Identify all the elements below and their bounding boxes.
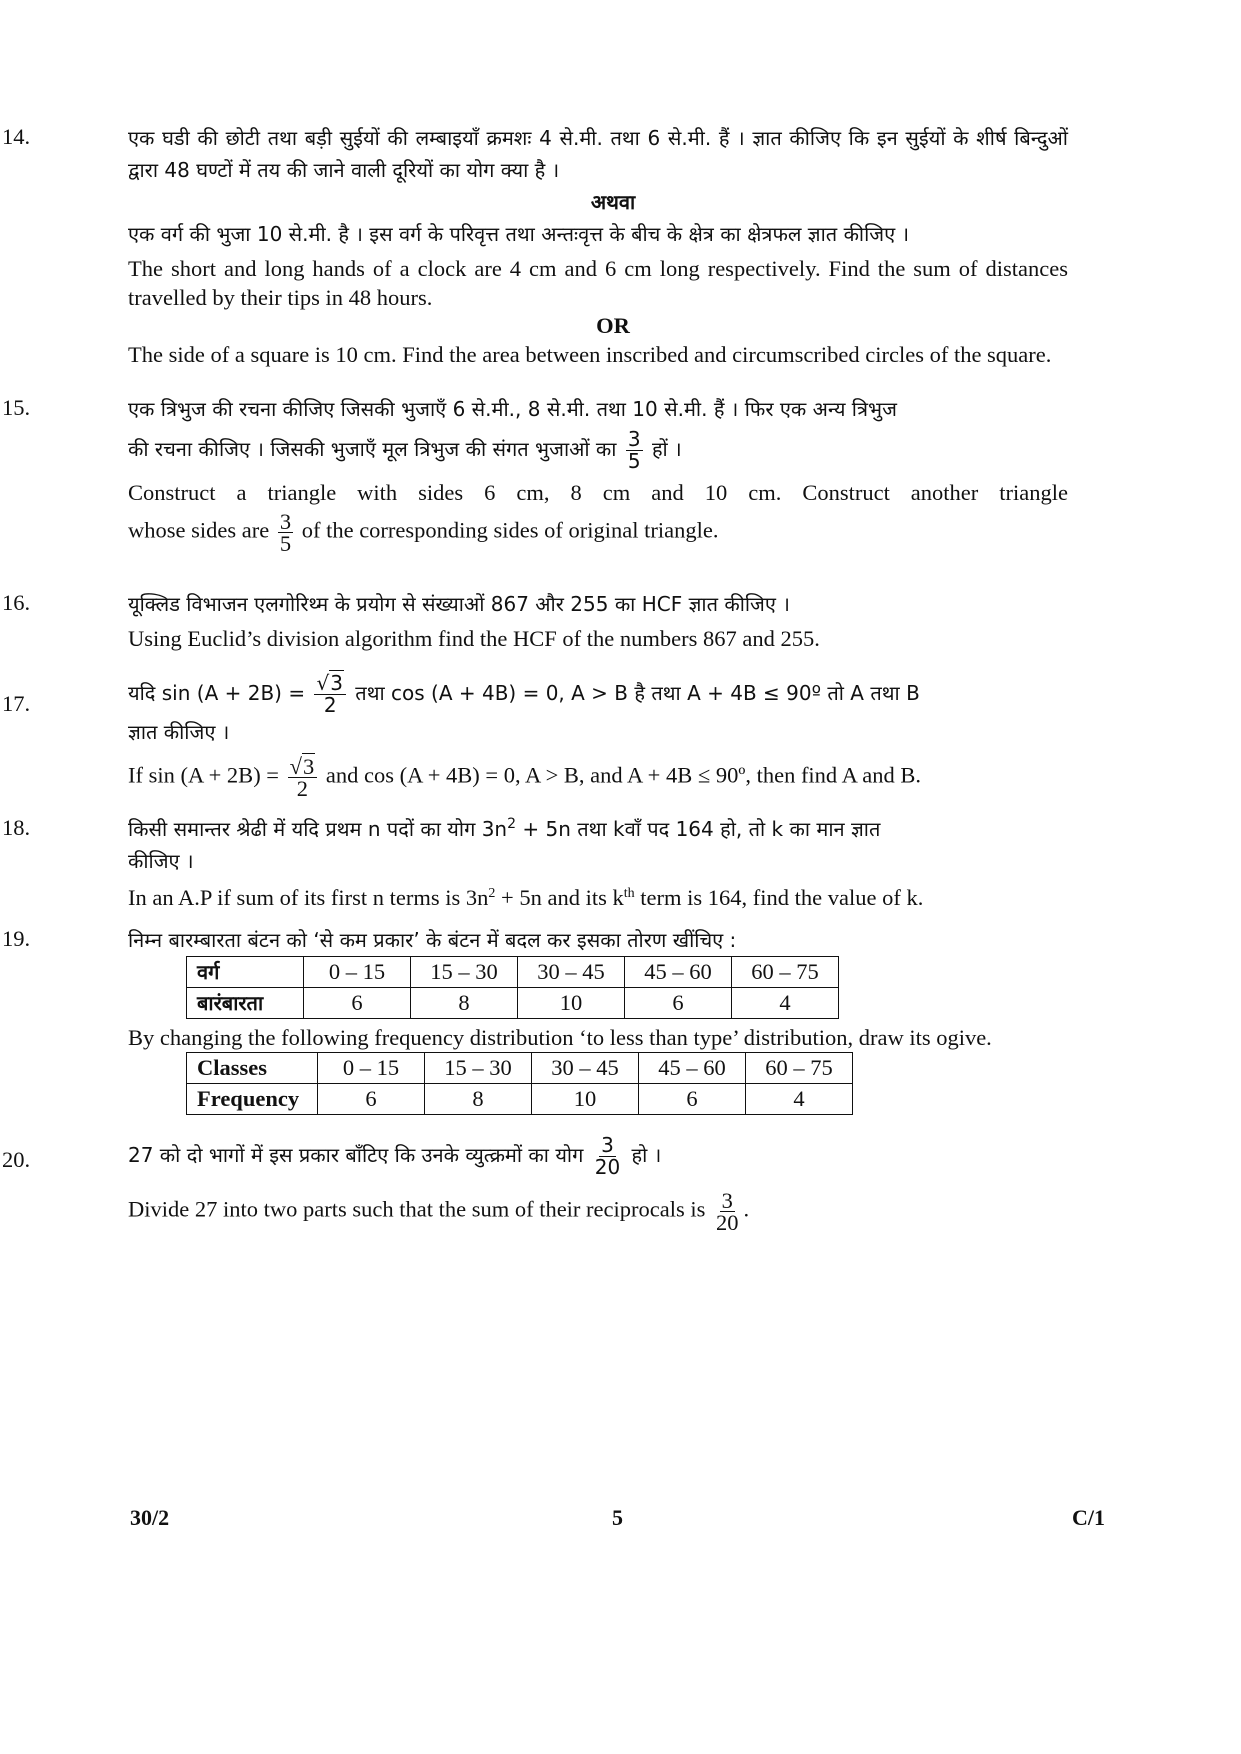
question-text-hindi: निम्न बारम्बारता बंटन को ‘से कम प्रकार’ के बंटन में बदल कर इसका तोरण खींचिए : [128, 928, 737, 952]
table-cell: 15 – 30 [425, 1053, 532, 1084]
question-number: 16. [2, 590, 31, 615]
question-text-english: Divide 27 into two parts such that the sum of their reciprocals is $\frac{3}{20}$ . [128, 1188, 750, 1235]
fraction-three-twentieths: $\frac{3}{20}$ [716, 1188, 739, 1235]
question-19 [2, 924, 1068, 1115]
table-cell: 6 [639, 1084, 746, 1115]
page-number: 5 [612, 1505, 623, 1530]
fraction-three-twentieths: $\frac{3}{20}$ [594, 1133, 621, 1179]
question-17 [2, 671, 1068, 801]
question-text-english: In an A.P if sum of its first n terms is $3n^2 + 5n$ and its $k^{th}$ term is 164, find the value of k. [128, 885, 924, 910]
or-separator-hindi: अथवा [590, 190, 636, 214]
question-text-hindi-line2: की रचना कीजिए । जिसकी भुजाएँ मूल त्रिभुज की संगत भुजाओं का $\frac{3}{5}$ हों । [128, 427, 682, 473]
question-20 [2, 1133, 1068, 1235]
question-16 [2, 588, 1068, 653]
question-text-english: By changing the following frequency distribution ‘to less than type’ distribution, draw its ogive. [128, 1025, 992, 1050]
fraction-root3-over-2: $\frac{√3}{2}$ [288, 756, 318, 799]
question-text-hindi: एक त्रिभुज की रचना कीजिए जिसकी भुजाएँ 6 से.मी., 8 से.मी. तथा 10 से.मी. हैं । फिर एक अन्य त्रिभुज [128, 397, 897, 421]
question-number: 14. [2, 124, 31, 149]
table-header: वर्ग [187, 957, 304, 988]
table-header: बारंबारता [187, 988, 304, 1019]
question-number: 15. [2, 395, 31, 420]
table-header: Frequency [187, 1084, 318, 1115]
question-number: 20. [2, 1147, 31, 1172]
square-root: √3 [316, 671, 343, 695]
question-text-english-line2: whose sides are $\frac{3}{5}$ of the corresponding sides of original triangle. [128, 509, 719, 556]
question-text-hindi: किसी समान्तर श्रेढी में यदि प्रथम n पदों का योग $3n^2 + 5n$ तथा kवाँ पद 164 हो, तो k का मान ज्ञात [128, 816, 881, 841]
frequency-table-english [186, 1052, 853, 1115]
table-cell: 60 – 75 [732, 957, 839, 988]
table-cell: 4 [732, 988, 839, 1019]
table-row [187, 957, 839, 988]
question-text-english: The short and long hands of a clock are 4 cm and 6 cm long respectively. Find the sum of distances travelled by their tips in 48 hours. [128, 256, 1068, 310]
table-cell: 30 – 45 [532, 1053, 639, 1084]
fraction-root3-over-2: $\frac{√3}{2}$ [314, 673, 345, 716]
table-row [187, 1053, 853, 1084]
table-cell: 10 [532, 1084, 639, 1115]
table-cell: 45 – 60 [625, 957, 732, 988]
table-row [187, 1084, 853, 1115]
paper-code: 30/2 [130, 1505, 170, 1530]
table-cell: 6 [304, 988, 411, 1019]
question-15 [2, 393, 1068, 556]
set-code: C/1 [1072, 1505, 1105, 1530]
question-text-english-alt: The side of a square is 10 cm. Find the area between inscribed and circumscribed circles of the square. [128, 342, 1052, 367]
table-cell: 4 [746, 1084, 853, 1115]
question-text-hindi-alt: एक वर्ग की भुजा 10 से.मी. है । इस वर्ग के परिवृत्त तथा अन्तःवृत्त के बीच के क्षेत्र का क्षेत्रफल ज्ञात कीजिए । [128, 222, 910, 246]
question-text-hindi: यूक्लिड विभाजन एलगोरिथ्म के प्रयोग से संख्याओं 867 और 255 का HCF ज्ञात कीजिए । [128, 592, 790, 616]
frequency-table-hindi [186, 956, 839, 1019]
table-cell: 8 [425, 1084, 532, 1115]
question-text-hindi: यदि sin (A + 2B) = $\frac{√3}{2}$ तथा cos (A + 4B) = 0, A > B है तथा A + 4B ≤ 90º तो A तथा B [128, 671, 920, 717]
table-row [187, 988, 839, 1019]
table-cell: 0 – 15 [318, 1053, 425, 1084]
table-cell: 6 [318, 1084, 425, 1115]
table-cell: 45 – 60 [639, 1053, 746, 1084]
question-number: 17. [2, 691, 31, 716]
question-text-english: Using Euclid’s division algorithm find the HCF of the numbers 867 and 255. [128, 626, 820, 651]
table-cell: 10 [518, 988, 625, 1019]
fraction-three-fifths: $\frac{3}{5}$ [627, 427, 641, 473]
question-text-hindi: 27 को दो भागों में इस प्रकार बाँटिए कि उनके व्युत्क्रमों का योग $\frac{3}{20}$ हो । [128, 1133, 662, 1179]
table-cell: 0 – 15 [304, 957, 411, 988]
question-number: 19. [2, 926, 31, 951]
question-text-english: If sin (A + 2B) = $\frac{√3}{2}$ and cos (A + 4B) = 0, A > B, and A + 4B ≤ 90º, then find A and B. [128, 754, 921, 801]
question-18 [2, 813, 1068, 912]
table-header: Classes [187, 1053, 318, 1084]
question-text-hindi-line2: ज्ञात कीजिए । [128, 720, 230, 744]
question-number: 18. [2, 815, 31, 840]
table-cell: 8 [411, 988, 518, 1019]
or-separator-english: OR [596, 313, 630, 338]
fraction-three-fifths: $\frac{3}{5}$ [279, 509, 292, 556]
table-cell: 30 – 45 [518, 957, 625, 988]
question-text-english: Construct a triangle with sides 6 cm, 8 cm and 10 cm. Construct another triangle [128, 480, 1068, 505]
table-cell: 60 – 75 [746, 1053, 853, 1084]
question-text-hindi-line2: कीजिए । [128, 849, 194, 873]
table-cell: 15 – 30 [411, 957, 518, 988]
question-text-hindi: एक घडी की छोटी तथा बड़ी सुईयों की लम्बाइयाँ क्रमशः 4 से.मी. तथा 6 से.मी. हैं । ज्ञात कीजिए कि इन सुईयों के शीर्ष बिन्दुओं द्वारा 48 घण्टों में तय की जाने वाली दूरियों का योग क्या है । [128, 126, 1068, 182]
question-14 [2, 122, 1068, 369]
table-cell: 6 [625, 988, 732, 1019]
square-root: √3 [289, 754, 315, 779]
